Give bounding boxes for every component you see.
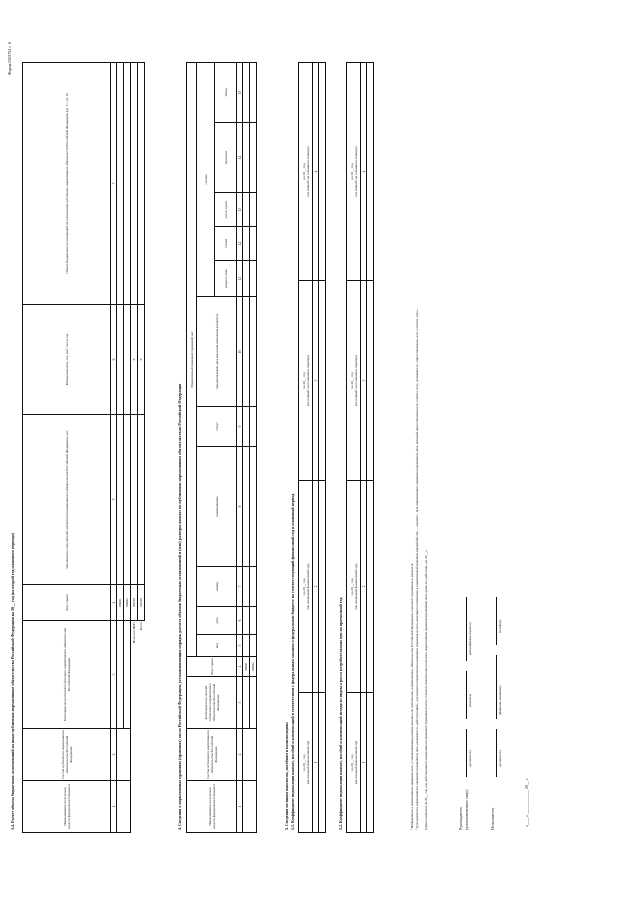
s4-colnum: 5 <box>237 635 243 657</box>
s34-header-composition: Состав публичного нормативного обязательства Российской Федерации <box>23 729 111 781</box>
s4-header-type: вид <box>197 635 237 657</box>
s34-colnum: 1 <box>111 781 117 833</box>
s34-colnum: 4 <box>111 585 117 621</box>
s34-input-cell[interactable] <box>138 415 145 585</box>
s34-header-total: Объем бюджетных ассигнований на исполнение публичных нормативных обязательств Российской Федерации (гр. 5 × гр. 6) <box>23 63 111 305</box>
s4-colnum: 1 <box>237 781 243 833</box>
s51-input-cell[interactable] <box>319 281 326 481</box>
s4-colnum: 3 <box>237 677 243 729</box>
s51-input-cell[interactable] <box>319 481 326 693</box>
executor-fio-caption: (фамилия, инициалы) <box>498 685 502 715</box>
s34-colnum: 5 <box>111 415 117 585</box>
s34-x-mark: X <box>138 305 145 415</box>
s34-input-cell[interactable] <box>124 63 131 305</box>
head-signature-caption: (подпись) <box>468 693 472 707</box>
s34-input-cell[interactable] <box>117 415 124 585</box>
s34-colnum: 2 <box>111 729 117 781</box>
s34-colnum: 7 <box>111 63 117 305</box>
s4-colnum: 11 <box>237 261 243 297</box>
s34-header-recipient: Наименование получателя средств федерального бюджета <box>23 781 111 833</box>
s34-input-cell[interactable] <box>117 305 124 415</box>
s34-header-category: Категория получателей публичного нормативного обязательства Российской Федерации <box>23 621 111 729</box>
s4-input-cell[interactable] <box>243 193 250 227</box>
s34-header-code: Код строки <box>23 585 111 621</box>
s4-input-cell[interactable] <box>250 567 257 607</box>
section-5-1-table <box>298 62 326 833</box>
s4-colnum: 15 <box>237 62 243 122</box>
s4-input-cell[interactable] <box>243 447 250 567</box>
s34-input-cell[interactable] <box>124 621 131 729</box>
s34-header-count: Численность получателей публичного нормативного обязательства Российской Федерации, чел <box>23 415 111 585</box>
s4-input-cell[interactable] <box>250 297 257 407</box>
s34-x-mark: X <box>131 305 138 415</box>
footnote-3: (приостановлен) на 20__ год для действующего нормативного правового (правового) акта; ставится отметка при наличии в нормативном правовом (правовом) акте срока его действия «до 20__». <box>424 549 428 830</box>
s52-header-plan1: на 20__ год (на первый год планового периода) <box>347 281 361 481</box>
s4-row-code: 00001 <box>243 657 250 677</box>
s4-input-cell[interactable] <box>250 123 257 193</box>
s52-header-current: на 20__ год (на текущий финансовый год) <box>347 693 361 833</box>
s4-input-cell[interactable] <box>243 297 250 407</box>
s34-header-amount: Размер выплаты, тыс руб / чел в год <box>23 305 111 415</box>
head-decoding-caption: (расшифровка подписи) <box>468 622 472 655</box>
s4-input-cell[interactable] <box>250 62 257 122</box>
section-4-table <box>186 62 257 833</box>
s4-colnum: 10 <box>237 297 243 407</box>
s4-header-paragraph: абзац <box>215 62 237 122</box>
s34-total-code: 00100 <box>131 585 138 621</box>
head-position-line[interactable] <box>466 729 467 777</box>
s4-input-cell[interactable] <box>243 261 250 297</box>
s4-input-cell[interactable] <box>250 193 257 227</box>
s4-header-planned-date: предполагаемая дата внесения изменения (проекта) <box>197 297 237 407</box>
s4-input-cell[interactable] <box>243 227 250 261</box>
s4-colnum: 6 <box>237 607 243 635</box>
s4-colnum: 7 <box>237 567 243 607</box>
s34-all-code: 90100 <box>138 585 145 621</box>
s4-header-article: статья <box>215 227 237 261</box>
section-3-4-title: 3.4. Расчет объема бюджетных ассигнований на иные публичные нормативные обязательства Российской Федерации на 20__ год (на второй год планового периода) <box>10 533 15 830</box>
section-4-title: 4. Сведения о нормативных правовых (правовых) актах Российской Федерации, устанавливающих порядок расчета объемов бюджетных ассигнований и (или) размеры выплат по публичным нормативным обязательствам Российской Федерации <box>177 383 182 830</box>
s4-header-status: статус <box>197 407 237 447</box>
s51-input-cell[interactable] <box>319 63 326 281</box>
s52-colnum: 2 <box>361 481 367 693</box>
s51-header-next: на 20__ год (на очередной финансовый год) <box>299 481 313 693</box>
s4-colnum: 8 <box>237 447 243 567</box>
s51-header-plan2: на 20__ год (на второй год планового периода) <box>299 63 313 281</box>
s4-colnum: 4 <box>237 657 243 677</box>
s34-input-cell[interactable] <box>117 729 131 781</box>
s4-header-link: ссылка <box>197 62 215 296</box>
s34-input-cell[interactable] <box>131 415 138 585</box>
s4-input-cell[interactable] <box>243 123 250 193</box>
s51-header-current: на 20__ год (на текущий финансовый год) <box>299 693 313 833</box>
s52-header-next: на 20__ год (на очередной финансовый год) <box>347 481 361 693</box>
s51-header-plan1: на 20__ год (на первый год планового периода) <box>299 281 313 481</box>
s4-input-cell[interactable] <box>250 635 257 657</box>
s34-input-cell[interactable] <box>124 415 131 585</box>
s4-input-cell[interactable] <box>250 407 257 447</box>
s4-input-cell[interactable] <box>250 677 257 729</box>
head-signature-line[interactable] <box>466 671 467 719</box>
footnote-2: ² Для принятого нормативного правового (правового) акта указывается «действующий», для проекта нормативного правового (правового) акта, вносящего изменения в нормативный правовой (правовой) акт, – «проект». Для нормативного правового (правового) акта, который приостановлен или утратил силу, указывается «приостановлен» или «утратил силу». <box>415 308 419 830</box>
form-label: Форма 0503791 с. 6 <box>7 41 12 75</box>
section-5-2-table <box>346 62 374 833</box>
s4-input-cell[interactable] <box>250 261 257 297</box>
s34-input-cell[interactable] <box>124 305 131 415</box>
s34-row-code: 00001 <box>117 585 124 621</box>
s4-colnum: 2 <box>237 729 243 781</box>
head-label: Руководитель <box>458 806 463 830</box>
s34-colnum: 3 <box>111 621 117 729</box>
s4-input-cell[interactable] <box>250 227 257 261</box>
head-decoding-line[interactable] <box>466 597 467 661</box>
head-sublabel: (уполномоченное лицо) <box>464 789 469 830</box>
s4-colnum: 9 <box>237 407 243 447</box>
s34-input-cell[interactable] <box>117 781 131 833</box>
s51-colnum: 1 <box>313 693 319 833</box>
s51-colnum: 3 <box>313 281 319 481</box>
s34-input-cell[interactable] <box>131 63 138 305</box>
s34-total-label: Итого по ПНО <box>132 622 137 644</box>
s51-colnum: 2 <box>313 481 319 693</box>
s34-row-code: 00002 <box>124 585 131 621</box>
s4-header-act: Нормативный правовой (правовой) акт <box>187 62 197 656</box>
s52-input-cell[interactable] <box>367 481 374 693</box>
s51-input-cell[interactable] <box>319 693 326 833</box>
executor-fio-line[interactable] <box>496 655 497 719</box>
s34-all-label: Всего <box>139 622 143 631</box>
executor-phone-line[interactable] <box>496 597 497 645</box>
section-5-title: 5. Сведения по иным выплатам, пособиям и компенсациям <box>284 722 289 830</box>
s4-input-cell[interactable] <box>243 62 250 122</box>
s4-colnum: 14 <box>237 123 243 193</box>
s4-input-cell[interactable] <box>243 729 257 781</box>
section-5-2-title: 5.2. Коэффициент индексации выплат, пособий и компенсаций исходя из индекса роста потребительских цен на прогнозный год <box>338 597 343 830</box>
s4-header-composition: Состав публичного нормативного обязательства Российской Федерации <box>187 729 237 781</box>
s34-input-cell[interactable] <box>117 63 124 305</box>
executor-phone-caption: (телефон) <box>498 619 502 633</box>
s51-colnum: 4 <box>313 63 319 281</box>
head-position-caption: (должность) <box>468 750 472 767</box>
s4-header-number: номер <box>197 567 237 607</box>
s4-input-cell[interactable] <box>250 447 257 567</box>
s34-colnum: 6 <box>111 305 117 415</box>
s4-input-cell[interactable] <box>250 607 257 635</box>
s4-header-recipient: Наименование получателя средств федерального бюджета <box>187 781 237 833</box>
signature-date[interactable]: «____» ____________ 20__ г. <box>524 777 529 827</box>
s34-input-cell[interactable] <box>138 63 145 305</box>
s34-input-cell[interactable] <box>117 621 124 729</box>
footnote-1: ¹ Информация о нормативном правовом акте, устанавливающем размер выплаты по публичному нормативному обязательству Российской Федерации, подлежит отражению в разделе 4. <box>410 562 414 830</box>
s4-row-code: 00002 <box>250 657 257 677</box>
s52-colnum: 1 <box>361 693 367 833</box>
executor-position-caption: (должность) <box>498 750 502 767</box>
s4-input-cell[interactable] <box>243 677 250 729</box>
s52-input-cell[interactable] <box>367 281 374 481</box>
s4-header-date: дата <box>197 607 237 635</box>
s4-input-cell[interactable] <box>243 607 250 635</box>
s4-input-cell[interactable] <box>243 567 250 607</box>
s4-header-section: раздел/ глава <box>215 261 237 297</box>
section-3-4-table <box>22 62 145 833</box>
s4-input-cell[interactable] <box>243 407 250 447</box>
s52-header-plan2: на 20__ год (на второй год планового периода) <box>347 63 361 281</box>
s4-header-subpart: подпункт <box>215 123 237 193</box>
s4-input-cell[interactable] <box>243 781 257 833</box>
s52-input-cell[interactable] <box>367 693 374 833</box>
s4-header-code: Код строки <box>187 657 237 677</box>
s4-header-name: наименование <box>197 447 237 567</box>
s4-input-cell[interactable] <box>243 635 250 657</box>
s52-colnum: 4 <box>361 63 367 281</box>
executor-label: Исполнитель <box>490 807 495 830</box>
s52-input-cell[interactable] <box>367 63 374 281</box>
s4-header-part: часть/ пункт <box>215 193 237 227</box>
s4-header-category: Категория получателей публичного нормативного обязательства Российской Федерации <box>187 677 237 729</box>
executor-position-line[interactable] <box>496 729 497 777</box>
s4-colnum: 13 <box>237 193 243 227</box>
s4-colnum: 12 <box>237 227 243 261</box>
s52-colnum: 3 <box>361 281 367 481</box>
section-5-1-title: 5.1. Коэффициент индексации выплат, пособий и компенсаций в соответствии с федеральным законом о федеральном бюджете на соответствующий финансовый год и плановый период <box>290 493 295 830</box>
